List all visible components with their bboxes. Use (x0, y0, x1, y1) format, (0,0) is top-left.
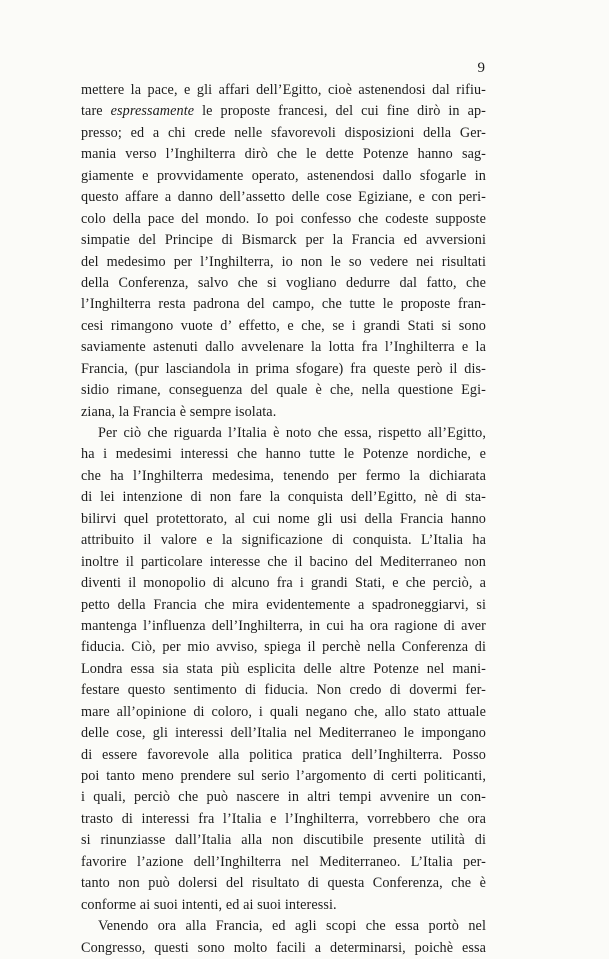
text-line: delle cose, gli interessi dell’Italia nel Mediterraneo le impongano (81, 725, 486, 742)
text-line: Francia, (pur lasciandola in prima sfogare) fra queste però il dis- (81, 360, 486, 377)
text-line: ziana, la Francia è sempre isolata. (81, 403, 277, 420)
text-line: conforme ai suoi intenti, ed ai suoi interessi. (81, 896, 337, 913)
text-line: attribuito il valore e la significazione di conquista. L’Italia ha (81, 532, 486, 549)
text-line: saviamente astenuti dallo avvelenare la lotta fra l’Inghilterra e la (81, 339, 486, 356)
text-line: cesi rimangono vuote d’ effetto, e che, se i grandi Stati si sono (81, 317, 486, 334)
text-line: mettere la pace, e gli affari dell’Egitto, cioè astenendosi dal rifiu- (81, 82, 486, 98)
body-text (81, 80, 486, 959)
text-line: questo affare a danno dell’assetto delle cose Egiziane, e con peri- (81, 189, 486, 206)
text-line: presso; ed a chi crede nelle sfavorevoli disposizioni della Ger- (81, 124, 486, 141)
text-line: mare all’opinione di coloro, i quali negano che, allo stato attuale (81, 703, 486, 720)
text-line: l’Inghilterra resta padrona del campo, che tutte le proposte fran- (81, 296, 486, 313)
text-line: di essere favorevole alla politica pratica dell’Inghilterra. Posso (81, 746, 486, 763)
text-line: mantenga l’influenza dell’Inghilterra, in cui ha ora ragione di aver (81, 617, 486, 634)
text-line: trasto di interessi fra l’Italia e l’Inghilterra, vorrebbero che ora (81, 810, 486, 827)
text-line: simpatie del Principe di Bismarck per la Francia ed avversioni (81, 232, 486, 249)
text-line (81, 101, 486, 122)
text-line: fiducia. Ciò, per mio avviso, spiega il perchè nella Conferenza di (81, 639, 486, 656)
text-line: ha i medesimi interessi che hanno tutte le Potenze nordiche, e (81, 446, 486, 463)
page-number: 9 (477, 60, 485, 76)
text-line: bilirvi quel protettorato, al cui nome gli usi della Francia hanno (81, 510, 486, 527)
text-line: di lei intenzione di non fare la conquista dell’Egitto, nè di sta- (81, 489, 486, 506)
text-line: tanto non può dolersi del risultato di questa Conferenza, che è (81, 875, 486, 892)
text-line: Londra essa sia stata più esplicita delle altre Potenze nel mani- (81, 660, 486, 677)
text-line: giamente e provvidamente operato, astenendosi dallo sfogarle in (81, 167, 486, 184)
text-line: Per ciò che riguarda l’Italia è noto che essa, rispetto all’Egitto, (98, 425, 486, 441)
text-line: diventi il monopolio di alcuno fra i grandi Stati, e che perciò, a (81, 575, 486, 592)
emphasis: espressamente (110, 103, 195, 120)
text-line: che ha l’Inghilterra medesima, tenendo per fermo la dichiarata (81, 467, 486, 484)
text-line: si rinunziasse dall’Italia alla non discutibile presente utilità di (81, 832, 486, 849)
text-line: mania verso l’Inghilterra dirò che le dette Potenze hanno sag- (81, 146, 486, 163)
text-line: petto della Francia che mira evidentemente a spadroneggiarvi, si (81, 596, 486, 613)
text-line: poi tanto meno prendere sul serio l’argomento di certi politicanti, (81, 768, 486, 784)
text-line: i quali, perciò che può nascere in altri tempi avvenire un con- (81, 789, 486, 806)
text-segment: tare (81, 103, 111, 120)
text-line: sidio rimane, conseguenza del quale è che, nella questione Egi- (81, 382, 486, 399)
text-line: favorire l’azione dell’Inghilterra nel Mediterraneo. L’Italia per- (81, 853, 486, 870)
text-segment: le proposte francesi, del cui fine dirò in ap- (194, 103, 486, 120)
text-line: del medesimo per l’Inghilterra, io non le so vedere nei risultati (81, 253, 486, 270)
text-line: inoltre il particolare interesse che il bacino del Mediterraneo non (81, 553, 486, 570)
text-line: festare questo sentimento di fiducia. Non credo di dovermi fer- (81, 682, 486, 699)
text-line: colo della pace del mondo. Io poi confesso che codeste supposte (81, 210, 486, 227)
text-line: Venendo ora alla Francia, ed agli scopi che essa portò nel (98, 918, 486, 935)
text-line: della Conferenza, salvo che si vogliano dedurre dal fatto, che (81, 274, 486, 291)
text-line: Congresso, questi sono molto facili a determinarsi, poichè essa (81, 939, 486, 956)
